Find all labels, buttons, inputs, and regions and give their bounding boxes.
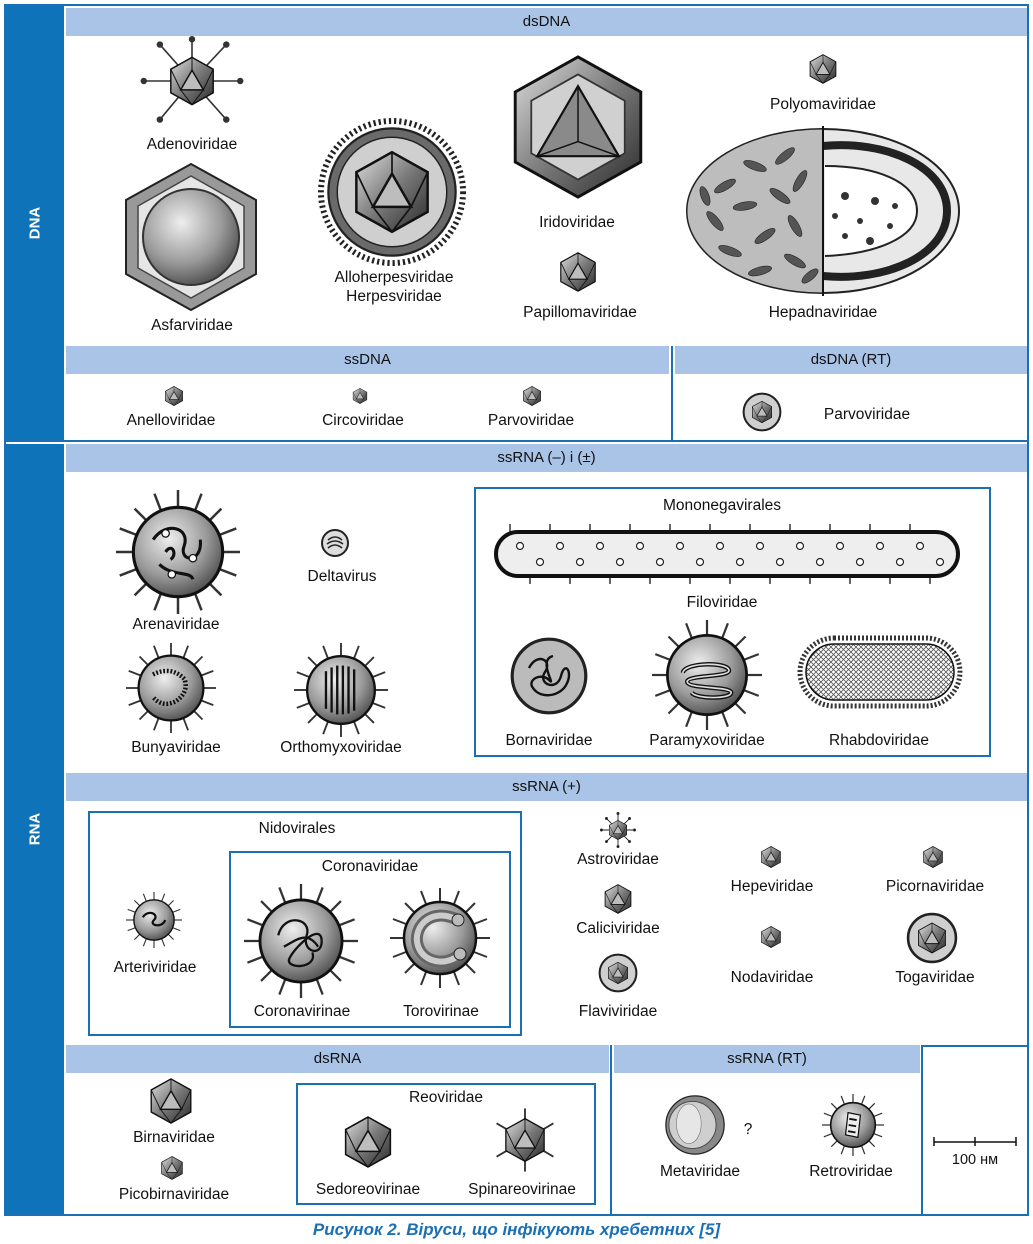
band-dsdna-rt: dsDNA (RT) <box>675 346 1027 374</box>
title-reoviridae: Reoviridae <box>408 1089 484 1106</box>
circovirus-icon <box>352 388 368 404</box>
title-mononegavirales: Mononegavirales <box>662 497 782 514</box>
label-retroviridae: Retroviridae <box>809 1163 893 1180</box>
label-deltavirus: Deltavirus <box>307 568 377 585</box>
coronavirus-icon <box>244 884 358 998</box>
filovirus-icon <box>490 522 966 586</box>
label-hepadnaviridae: Hepadnaviridae <box>768 304 878 321</box>
label-arenaviridae: Arenaviridae <box>132 616 220 633</box>
torovirus-icon <box>390 888 490 988</box>
label-parvoviridae-rt: Parvoviridae <box>823 406 911 423</box>
label-flaviviridae: Flaviviridae <box>578 1003 658 1020</box>
label-adenoviridae: Adenoviridae <box>146 136 238 153</box>
label-picornaviridae: Picornaviridae <box>885 878 985 895</box>
polyomavirus-icon <box>808 54 838 84</box>
title-nidovirales: Nidovirales <box>258 820 336 837</box>
label-arteriviridae: Arteriviridae <box>113 959 197 976</box>
band-dsdna: dsDNA <box>66 8 1027 36</box>
figure-caption: Рисунок 2. Віруси, що інфікують хребетних [5] <box>312 1220 721 1239</box>
adenovirus-icon <box>138 36 246 126</box>
label-bornaviridae: Bornaviridae <box>505 732 593 749</box>
togavirus-icon <box>906 912 958 964</box>
band-ssdna: ssDNA <box>66 346 669 374</box>
label-paramyxoviridae: Paramyxoviridae <box>649 732 765 749</box>
label-orthomyxoviridae: Orthomyxoviridae <box>280 739 402 756</box>
arenavirus-icon <box>116 490 240 614</box>
birnavirus-icon <box>148 1078 194 1124</box>
divider <box>921 1045 923 1215</box>
picornavirus-icon <box>922 846 944 868</box>
sedoreovirus-icon <box>342 1114 394 1170</box>
bornavirus-icon <box>509 636 589 716</box>
divider <box>6 440 1029 442</box>
retrovirus-icon <box>822 1094 884 1156</box>
label-coronavirinae: Coronavirinae <box>253 1003 351 1020</box>
label-circoviridae: Circoviridae <box>322 412 404 429</box>
dna-label: DNA <box>26 206 44 240</box>
label-picobirnaviridae: Picobirnaviridae <box>118 1186 230 1203</box>
deltavirus-icon <box>320 528 350 558</box>
calicivirus-icon <box>603 884 633 914</box>
label-torovirinae: Torovirinae <box>403 1003 479 1020</box>
dna-sidebar <box>6 6 64 440</box>
band-ssrna-neg: ssRNA (–) і (±) <box>66 444 1027 472</box>
hepevirus-icon <box>760 846 782 868</box>
label-polyomaviridae: Polyomaviridae <box>770 96 876 113</box>
anellovirus-icon <box>164 386 184 406</box>
label-papillomaviridae: Papillomaviridae <box>523 304 637 321</box>
parvovirus-icon <box>522 386 542 406</box>
parvovirus-rt-icon <box>742 392 782 432</box>
iridovirus-icon <box>505 52 651 202</box>
label-nodaviridae: Nodaviridae <box>730 969 814 986</box>
label-anelloviridae: Anelloviridae <box>126 412 216 429</box>
paramyxovirus-icon <box>652 620 762 730</box>
label-birnaviridae: Birnaviridae <box>133 1129 215 1146</box>
label-filoviridae: Filoviridae <box>686 594 758 611</box>
label-parvoviridae: Parvoviridae <box>487 412 575 429</box>
hepadnavirus-icon <box>685 126 961 296</box>
rhabdovirus-icon <box>796 632 964 712</box>
rna-label: RNA <box>26 812 44 846</box>
label-hepeviridae: Hepeviridae <box>730 878 814 895</box>
title-coronaviridae: Coronaviridae <box>321 858 419 875</box>
label-togaviridae: Togaviridae <box>895 969 975 986</box>
band-ssrna-rt: ssRNA (RT) <box>614 1045 920 1073</box>
metavirus-icon <box>664 1094 726 1156</box>
label-herpesviridae: Herpesviridae <box>346 288 442 305</box>
rna-sidebar <box>6 444 64 1214</box>
picobirnavirus-icon <box>160 1156 184 1180</box>
scale-bar-label: 100 нм <box>951 1152 999 1168</box>
spinareovirus-icon <box>494 1106 556 1174</box>
label-caliciviridae: Caliciviridae <box>576 920 660 937</box>
divider <box>921 1045 1029 1047</box>
divider <box>671 346 673 440</box>
label-astroviridae: Astroviridae <box>577 851 659 868</box>
flavivirus-icon <box>598 953 638 993</box>
asfarvirus-icon <box>124 162 258 312</box>
question-mark: ? <box>743 1121 753 1138</box>
label-alloherpesviridae: Alloherpesviridae <box>334 269 454 286</box>
divider <box>610 1045 612 1215</box>
label-asfarviridae: Asfarviridae <box>151 317 233 334</box>
herpesvirus-icon <box>318 118 466 266</box>
label-iridoviridae: Iridoviridae <box>539 214 615 231</box>
scale-bar <box>932 1134 1018 1148</box>
band-ssrna-pos: ssRNA (+) <box>66 773 1027 801</box>
label-bunyaviridae: Bunyaviridae <box>131 739 221 756</box>
arterivirus-icon <box>126 892 182 948</box>
label-rhabdoviridae: Rhabdoviridae <box>829 732 929 749</box>
label-metaviridae: Metaviridae <box>659 1163 741 1180</box>
orthomyxovirus-icon <box>294 643 388 737</box>
nodavirus-icon <box>760 926 782 948</box>
label-spinareovirinae: Spinareovirinae <box>468 1181 576 1198</box>
bunyavirus-icon <box>126 643 216 733</box>
band-dsrna: dsRNA <box>66 1045 609 1073</box>
astrovirus-icon <box>600 812 636 848</box>
papillomavirus-icon <box>558 252 598 292</box>
label-sedoreovirinae: Sedoreovirinae <box>315 1181 421 1198</box>
